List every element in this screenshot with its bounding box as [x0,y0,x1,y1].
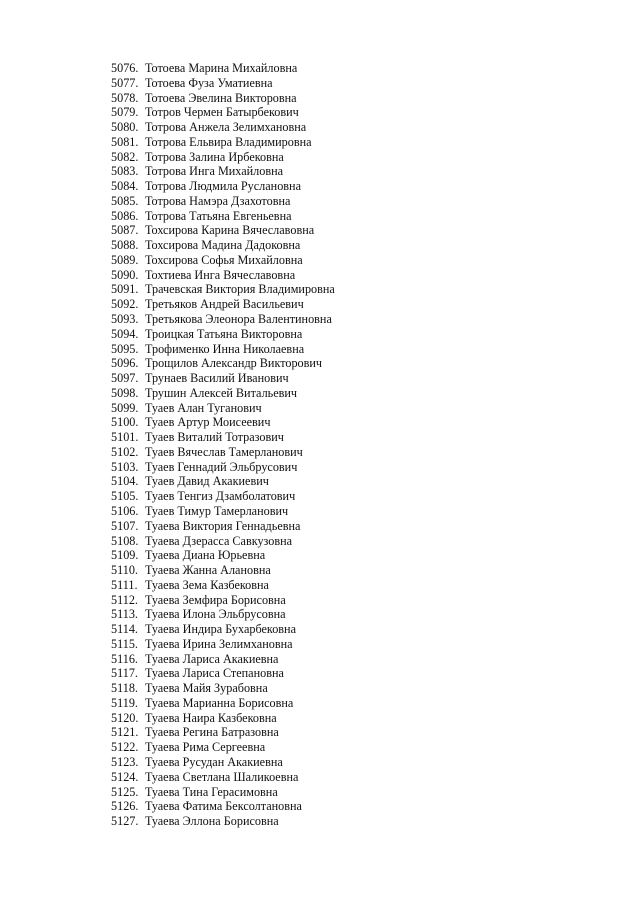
entry-full-name: Третьякова Элеонора Валентиновна [145,312,332,327]
entry-number: 5118. [111,681,138,696]
entry-number: 5108. [111,533,139,548]
entry-number: 5080. [111,120,139,135]
entry-number: 5090. [111,267,139,282]
entry-full-name: Тохсирова Софья Михайловна [145,252,303,267]
entry-number: 5081. [111,134,139,149]
entry-full-name: Туаева Земфира Борисовна [145,592,286,607]
list-item [111,135,335,150]
entry-number: 5127. [111,814,139,829]
entry-number: 5121. [111,725,139,740]
entry-full-name: Туаева Тина Герасимовна [145,784,278,799]
entry-number: 5123. [111,754,139,769]
entry-full-name: Туаева Регина Батразовна [145,725,279,740]
list-item [111,61,335,76]
entry-full-name: Троицкая Татьяна Викторовна [145,326,303,341]
entry-full-name: Трушин Алексей Витальевич [145,385,298,400]
list-item [111,371,335,386]
list-item [111,652,335,667]
list-item [111,445,335,460]
list-item [111,755,335,770]
entry-full-name: Тотрова Залина Ирбековна [145,149,284,164]
list-item [111,179,335,194]
entry-full-name: Туаева Эллона Борисовна [145,814,279,829]
entry-full-name: Тотрова Татьяна Евгеньевна [145,208,292,223]
list-item [111,327,335,342]
entry-full-name: Туаева Рима Сергеевна [145,740,266,755]
entry-full-name: Трофименко Инна Николаевна [145,341,305,356]
entry-number: 5096. [111,356,139,371]
list-item [111,725,335,740]
entry-full-name: Туаев Тенгиз Дзамболатович [145,489,296,504]
list-item [111,814,335,829]
entry-number: 5082. [111,149,139,164]
entry-number: 5079. [111,105,139,120]
entry-full-name: Тотоева Эвелина Викторовна [145,90,297,105]
entry-full-name: Тотров Чермен Батырбекович [145,105,299,120]
entry-number: 5105. [111,489,139,504]
list-item [111,474,335,489]
entry-number: 5101. [111,430,139,445]
list-item [111,593,335,608]
list-item [111,356,335,371]
list-item [111,696,335,711]
list-item [111,76,335,91]
entry-full-name: Туаева Илона Эльбрусовна [145,607,286,622]
entry-number: 5116. [111,651,138,666]
list-item [111,711,335,726]
entry-full-name: Третьяков Андрей Васильевич [145,297,304,312]
entry-number: 5099. [111,400,139,415]
list-item [111,238,335,253]
entry-full-name: Туаева Марианна Борисовна [145,695,294,710]
list-item [111,164,335,179]
entry-number: 5097. [111,371,139,386]
entry-number: 5126. [111,799,139,814]
list-item [111,681,335,696]
entry-number: 5092. [111,297,139,312]
entry-full-name: Туаева Наира Казбековна [145,710,277,725]
entry-full-name: Туаева Виктория Геннадьевна [145,518,301,533]
entry-full-name: Тотоева Марина Михайловна [145,61,298,75]
entry-full-name: Тотоева Фуза Уматиевна [145,75,273,90]
entry-number: 5077. [111,75,139,90]
entry-number: 5102. [111,444,139,459]
entry-number: 5119. [111,695,138,710]
entry-full-name: Туаева Лариса Акакиевна [145,651,279,666]
entry-number: 5089. [111,252,139,267]
entry-full-name: Туаев Алан Туганович [145,400,262,415]
entry-number: 5093. [111,312,139,327]
entry-full-name: Туаев Вячеслав Тамерланович [145,444,303,459]
entry-number: 5120. [111,710,139,725]
list-item [111,312,335,327]
list-item [111,401,335,416]
entry-full-name: Туаева Светлана Шаликоевна [145,769,299,784]
entry-full-name: Туаева Майя Зурабовна [145,681,268,696]
entry-full-name: Туаева Лариса Степановна [145,666,284,681]
entry-full-name: Трунаев Василий Иванович [145,371,289,386]
list-item [111,430,335,445]
list-item [111,548,335,563]
entry-full-name: Тотрова Ельвира Владимировна [145,134,312,149]
list-item [111,519,335,534]
list-item [111,386,335,401]
entry-full-name: Туаева Зема Казбековна [145,577,269,592]
list-item [111,120,335,135]
list-item [111,150,335,165]
list-item [111,637,335,652]
list-item [111,563,335,578]
entry-number: 5114. [111,622,138,637]
entry-number: 5091. [111,282,139,297]
entry-number: 5107. [111,518,139,533]
list-item [111,799,335,814]
entry-number: 5111. [111,577,138,592]
list-item [111,415,335,430]
entry-number: 5117. [111,666,138,681]
entry-full-name: Трощилов Александр Викторович [145,356,323,371]
entry-full-name: Туаев Виталий Тотразович [145,430,284,445]
entry-number: 5095. [111,341,139,356]
entry-full-name: Туаев Тимур Тамерланович [145,503,289,518]
list-item [111,504,335,519]
entry-number: 5115. [111,636,138,651]
name-list [111,61,335,829]
entry-number: 5076. [111,61,139,75]
list-item [111,342,335,357]
entry-number: 5087. [111,223,139,238]
entry-full-name: Трачевская Виктория Владимировна [145,282,335,297]
entry-number: 5109. [111,548,139,563]
entry-number: 5086. [111,208,139,223]
entry-number: 5103. [111,459,139,474]
entry-number: 5124. [111,769,139,784]
entry-number: 5110. [111,563,138,578]
entry-full-name: Тохсирова Карина Вячеславовна [145,223,315,238]
list-item [111,770,335,785]
list-item [111,622,335,637]
entry-number: 5112. [111,592,138,607]
list-item [111,578,335,593]
entry-full-name: Тохтиева Инга Вячеславовна [145,267,296,282]
list-item [111,489,335,504]
entry-number: 5122. [111,740,139,755]
list-item [111,785,335,800]
entry-full-name: Тохсирова Мадина Дадоковна [145,238,301,253]
entry-number: 5100. [111,415,139,430]
list-item [111,223,335,238]
entry-full-name: Туаев Артур Моисеевич [145,415,271,430]
entry-number: 5085. [111,193,139,208]
list-item [111,194,335,209]
entry-full-name: Туаева Фатима Бексолтановна [145,799,302,814]
entry-number: 5113. [111,607,138,622]
entry-full-name: Туаева Диана Юрьевна [145,548,266,563]
entry-full-name: Тотрова Анжела Зелимхановна [145,120,307,135]
entry-number: 5084. [111,179,139,194]
list-item [111,268,335,283]
list-item [111,534,335,549]
entry-number: 5106. [111,503,139,518]
list-item [111,209,335,224]
list-item [111,91,335,106]
list-item [111,460,335,475]
entry-full-name: Туаева Русудан Акакиевна [145,754,283,769]
list-item [111,666,335,681]
entry-full-name: Туаев Геннадий Эльбрусович [145,459,298,474]
list-item [111,740,335,755]
entry-full-name: Тотрова Намэра Дзахотовна [145,193,291,208]
entry-full-name: Туаева Дзерасса Савкузовна [145,533,293,548]
entry-full-name: Туаева Жанна Алановна [145,563,271,578]
list-item [111,105,335,120]
entry-number: 5078. [111,90,139,105]
list-item [111,297,335,312]
entry-full-name: Тотрова Людмила Руслановна [145,179,301,194]
entry-number: 5098. [111,385,139,400]
list-item [111,253,335,268]
entry-number: 5094. [111,326,139,341]
entry-full-name: Туаев Давид Акакиевич [145,474,269,489]
entry-number: 5125. [111,784,139,799]
entry-number: 5088. [111,238,139,253]
entry-number: 5083. [111,164,139,179]
entry-full-name: Тотрова Инга Михайловна [145,164,284,179]
entry-full-name: Туаева Индира Бухарбековна [145,622,296,637]
list-item [111,282,335,297]
entry-full-name: Туаева Ирина Зелимхановна [145,636,293,651]
list-item [111,607,335,622]
entry-number: 5104. [111,474,139,489]
